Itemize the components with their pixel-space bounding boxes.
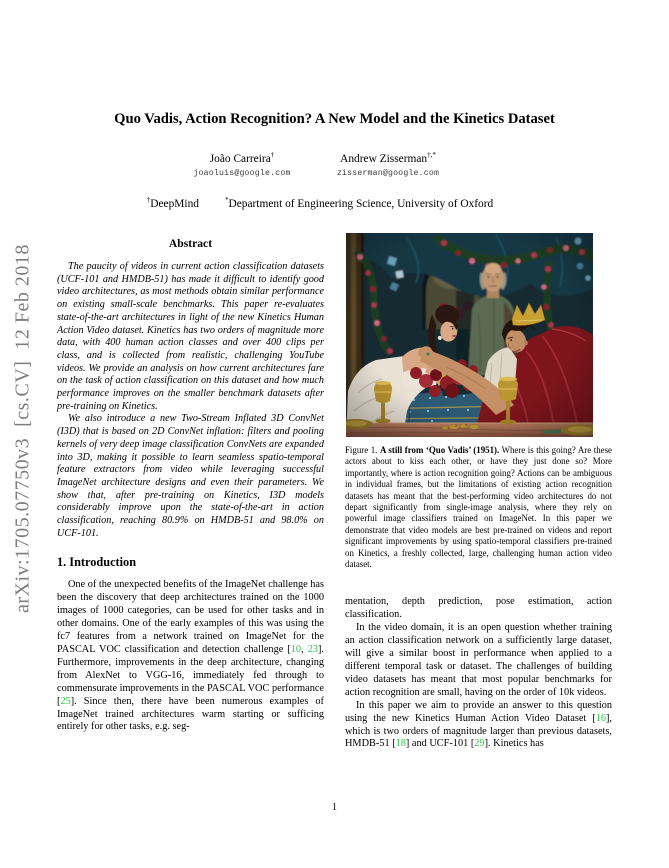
right-column-body: [345, 596, 612, 751]
introduction-body: [57, 579, 324, 734]
right-column: [345, 233, 612, 751]
author-name: [337, 151, 439, 165]
citation-link[interactable]: 23: [307, 644, 318, 655]
abstract-paragraph-1: The paucity of videos in current action classification datasets (UCF-101 and HMDB-51) has made it difficult to identify good video architectures, as most methods obtain similar performance on existing small-scale benchmarks. This paper re-evaluates state-of-the-art architectures in light of the new Kinetics Human Action Video dataset. Kinetics has two orders of magnitude more data, with 400 human action classes and over 400 clips per class, and is collected from realistic, challenging YouTube videos. We provide an analysis on how current architectures fare on the task of action classification on this dataset and how much performance improves on the smaller benchmark datasets after pre-training on Kinetics.: [57, 261, 324, 412]
text-segment: ,: [301, 644, 308, 655]
text-segment: ]. Kinetics has: [484, 738, 544, 750]
citation-link[interactable]: 10: [290, 644, 302, 655]
introduction-paragraph-1: [57, 579, 324, 734]
affil-marker: †: [146, 196, 151, 204]
right-paragraph-kinetics: [345, 700, 612, 752]
paper-title: Quo Vadis, Action Recognition? A New Model and the Kinetics Dataset: [114, 111, 555, 127]
text-segment: In this paper we aim to provide an answer to this question using the new Kinetics Human Action Video Dataset [: [345, 699, 612, 724]
citation-link[interactable]: 18: [395, 738, 406, 750]
author-name-text: João Carreira: [209, 152, 271, 165]
author-email: zisserman@google.com: [336, 168, 440, 178]
page-number: 1: [332, 802, 337, 813]
right-paragraph-video-domain: In the video domain, it is an open question whether training an action classification network on a sufficiently large dataset, will give a similar boost in performance when applied to a different temporal task or dataset. The challenges of building video datasets has meant that most popular benchmarks for action recognition are small, having on the order of 10k videos.: [345, 622, 612, 698]
abstract-paragraph-2: We also introduce a new Two-Stream Inflated 3D ConvNet (I3D) that is based on 2D ConvNet inflation: filters and pooling kernels of very deep image classification ConvNets are expanded into 3D, making it possible to learn seamless spatio-temporal feature extractors from video while leveraging successful ImageNet architecture designs and even their parameters. We show that, after pre-training on Kinetics, I3D models considerably improve upon the state-of-the-art in action classification, reaching 80.9% on HMDB-51 and 98.0% on UCF-101.: [57, 413, 324, 539]
text-segment: ], which is two orders of magnitude larger than previous datasets, HMDB-51 [: [345, 712, 612, 750]
figure1-movie-still-image: [346, 233, 593, 437]
figure1-caption: [345, 445, 612, 570]
abstract-heading: Abstract: [168, 237, 213, 250]
citation-link[interactable]: 29: [474, 738, 485, 750]
text-segment: One of the unexpected benefits of the ImageNet challenge has been the discovery that deep architectures trained on the 1000 images of 1000 categories, can be used for other tasks and in other domains. One of the early examples of this was using the fc7 features from a network trained on ImageNet for the PASCAL VOC classification and detection challenge [: [57, 579, 324, 655]
text-segment: A still from ‘Quo Vadis’ (1951).: [379, 445, 500, 455]
author-affil-marker: †,*: [427, 151, 436, 159]
affil-deepmind: DeepMind: [150, 197, 199, 210]
affil-marker: *: [224, 196, 229, 204]
affiliations-line: [147, 196, 493, 210]
abstract-body: [57, 261, 324, 540]
citation-link[interactable]: 25: [60, 695, 71, 707]
citation-link[interactable]: 16: [595, 712, 606, 724]
author-affil-marker: †: [270, 151, 275, 159]
arxiv-sidebar-label: arXiv:1705.07750v3 [cs.CV] 12 Feb 2018: [11, 244, 34, 614]
author-block-carreira: [193, 151, 290, 178]
text-segment: ] and UCF-101 [: [405, 738, 475, 750]
text-segment: ]. Since then, there have been numerous examples of ImageNet trained architectures warm starting or sufficing entirely for other tasks, e.g. seg-: [57, 695, 324, 733]
text-segment: Where is this going? Are these actors about to kiss each other, or have they just done so? More importantly, where is action recognition going? Actions can be ambiguous in individual frames, but the limitations of existing action recognition datasets has meant that the best-performing video architectures do not depart significantly from single-image analysis, where they rely on powerful image classifiers trained on ImageNet. In this paper we demonstrate that video models are best pre-trained on videos and report significant improvements by using spatio-temporal classifiers pre-trained on Kinetics, a freshly collected, large, challenging human action video dataset.: [345, 445, 612, 570]
text-segment: ]. Furthermore, improvements in the deep architecture, changing from AlexNet to VGG-16, immediately fed through to commensurate improvements in the PASCAL VOC performance [: [57, 644, 324, 707]
left-column: [57, 233, 324, 734]
text-segment: Figure 1.: [345, 445, 380, 455]
author-name: [193, 151, 290, 165]
right-paragraph-continuation: mentation, depth prediction, pose estimation, action classification.: [345, 596, 612, 621]
author-block-zisserman: [337, 151, 439, 178]
author-email: joaoluis@google.com: [193, 168, 291, 178]
section-heading-introduction: 1. Introduction: [57, 555, 137, 570]
affil-oxford: Department of Engineering Science, University of Oxford: [228, 197, 494, 210]
author-name-text: Andrew Zisserman: [340, 152, 428, 165]
